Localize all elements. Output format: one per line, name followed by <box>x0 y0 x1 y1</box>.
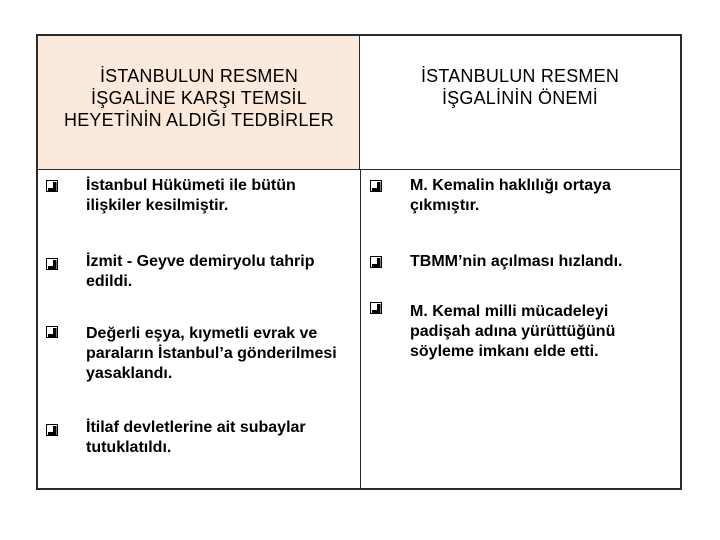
right-item-1: M. Kemalin haklılığı ortaya çıkmıştır. <box>410 177 611 214</box>
right-item-3: M. Kemal milli mücadeleyi padişah adına yürüttüğünü söyleme imkanı elde etti. <box>410 303 616 360</box>
bullet-icon <box>370 302 382 314</box>
right-item-2: TBMM’nin açılması hızlandı. <box>410 253 623 270</box>
left-item-4: İtilaf devletlerine ait subaylar tutuklatıldı. <box>86 419 306 456</box>
right-title-line-2: İŞGALİNİN ÖNEMİ <box>441 88 599 108</box>
left-item-1: İstanbul Hükümeti ile bütün ilişkiler kesilmiştir. <box>86 177 296 214</box>
right-column-title <box>360 65 680 109</box>
bullet-icon <box>46 326 58 338</box>
left-title-line-1: İSTANBULUN RESMEN <box>99 66 299 86</box>
left-title-line-2: İŞGALİNE KARŞI TEMSİL <box>91 88 307 108</box>
bullet-icon <box>46 258 58 270</box>
bullet-icon <box>370 256 382 268</box>
comparison-table <box>36 34 682 490</box>
right-title-line-1: İSTANBULUN RESMEN <box>420 66 620 86</box>
column-divider <box>360 170 361 488</box>
left-title-line-3: HEYETİNİN ALDIĞI TEDBİRLER <box>64 110 334 130</box>
right-column-header <box>360 36 680 170</box>
bullet-icon <box>46 180 58 192</box>
left-column-title <box>38 65 360 131</box>
left-column-header <box>38 36 360 170</box>
left-item-3: Değerli eşya, kıymetli evrak ve paraların İstanbul’a gönderilmesi yasaklandı. <box>86 325 337 382</box>
bullet-icon <box>46 424 58 436</box>
bullet-icon <box>370 180 382 192</box>
left-item-2: İzmit - Geyve demiryolu tahrip edildi. <box>86 253 315 290</box>
